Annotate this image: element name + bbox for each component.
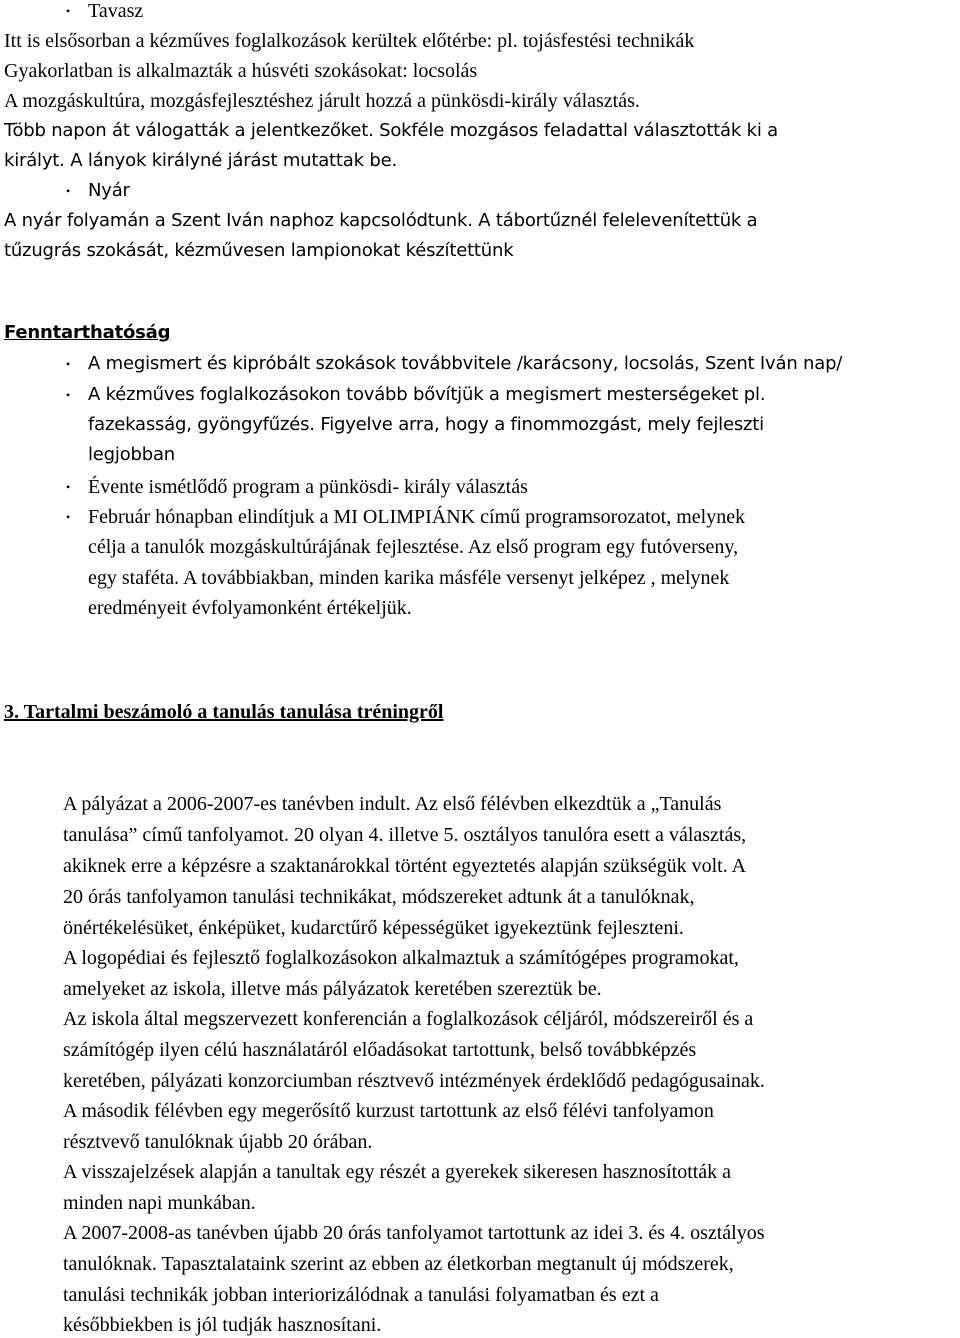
text-line: résztvevő tanulóknak újabb 20 órában.: [63, 1131, 373, 1153]
list-item-continuation: legjobban: [88, 444, 176, 465]
bullet-icon: •: [66, 357, 71, 371]
list-item: A kézműves foglalkozásokon tovább bővítjük a megismert mesterségeket pl.: [88, 384, 766, 405]
text-line: A logopédiai és fejlesztő foglalkozásokon alkalmaztuk a számítógépes programokat,: [63, 947, 739, 969]
section-heading-3: 3. Tartalmi beszámoló a tanulás tanulása tréningről: [4, 701, 444, 723]
bullet-icon: •: [66, 510, 71, 524]
text-line: számítógép ilyen célú használatáról előadásokat tartottunk, belső továbbképzés: [63, 1039, 697, 1061]
text-line: A mozgáskultúra, mozgásfejlesztéshez járult hozzá a pünkösdi-király választás.: [4, 90, 640, 112]
bullet-icon: •: [66, 184, 71, 198]
text-line: keretében, pályázati konzorciumban résztvevő intézmények érdeklődő pedagógusainak.: [63, 1070, 765, 1092]
text-line: Gyakorlatban is alkalmazták a húsvéti szokásokat: locsolás: [4, 60, 478, 82]
list-item-continuation: fazekasság, gyöngyfűzés. Figyelve arra, hogy a finommozgást, mely fejleszti: [88, 414, 764, 435]
bullet-icon: •: [66, 4, 71, 18]
text-line: 20 órás tanfolyamon tanulási technikákat, módszereket adtunk át a tanulóknak,: [63, 886, 695, 908]
list-item-summer: Nyár: [88, 180, 130, 201]
list-item: Február hónapban elindítjuk a MI OLIMPIÁNK című programsorozatot, melynek: [88, 506, 746, 528]
text-line: tanulóknak. Tapasztalataink szerint az ebben az életkorban megtanult új módszerek,: [63, 1253, 734, 1275]
text-line: királyt. A lányok királyné járást mutattak be.: [4, 150, 397, 171]
text-line: A visszajelzések alapján a tanultak egy részét a gyerekek sikeresen hasznosították a: [63, 1161, 732, 1183]
list-item-continuation: egy staféta. A továbbiakban, minden karika másféle versenyt jelképez , melynek: [88, 567, 730, 589]
text-line: későbbiekben is jól tudják hasznosítani.: [63, 1314, 382, 1336]
list-item-continuation: célja a tanulók mozgáskultúrájának fejlesztése. Az első program egy futóverseny,: [88, 536, 739, 558]
list-item-continuation: eredményeit évfolyamonként értékeljük.: [88, 597, 412, 619]
text-line: akiknek erre a képzésre a szaktanárokkal történt egyeztetés alapján szükségük volt. A: [63, 855, 747, 877]
text-line: tanulása” című tanfolyamot. 20 olyan 4. illetve 5. osztályos tanulóra esett a választás,: [63, 824, 747, 846]
list-item-spring: Tavasz: [88, 0, 144, 22]
text-line: minden napi munkában.: [63, 1192, 256, 1214]
text-line: tűzugrás szokását, kézművesen lampionokat készítettünk: [4, 240, 514, 261]
text-line: A 2007-2008-as tanévben újabb 20 órás tanfolyamot tartottunk az idei 3. és 4. osztályos: [63, 1222, 765, 1244]
text-line: amelyeket az iskola, illetve más pályázatok keretében szereztük be.: [63, 978, 602, 1000]
text-line: Itt is elsősorban a kézműves foglalkozások kerültek előtérbe: pl. tojásfestési technikák: [4, 30, 695, 52]
text-line: A második félévben egy megerősítő kurzust tartottunk az első félévi tanfolyamon: [63, 1100, 714, 1122]
list-item: Évente ismétlődő program a pünkösdi- király választás: [88, 476, 528, 498]
section-heading-sustainability: Fenntarthatóság: [4, 322, 171, 343]
text-line: Több napon át válogatták a jelentkezőket. Sokféle mozgásos feladattal választották ki a: [4, 120, 778, 141]
text-line: A pályázat a 2006-2007-es tanévben indult. Az első félévben elkezdtük a „Tanulás: [63, 793, 722, 815]
text-line: önértékelésüket, énképüket, kudarctűrő képességüket igyekeztünk fejleszteni.: [63, 917, 684, 939]
text-line: Az iskola által megszervezett konferencián a foglalkozások céljáról, módszereiről és a: [63, 1008, 754, 1030]
bullet-icon: •: [66, 388, 71, 402]
text-line: tanulási technikák jobban interiorizálódnak a tanulási folyamatban és ezt a: [63, 1284, 659, 1306]
bullet-icon: •: [66, 480, 71, 494]
list-item: A megismert és kipróbált szokások továbbvitele /karácsony, locsolás, Szent Iván nap/: [88, 353, 843, 374]
text-line: A nyár folyamán a Szent Iván naphoz kapcsolódtunk. A tábortűznél felelevenítettük a: [4, 210, 758, 231]
